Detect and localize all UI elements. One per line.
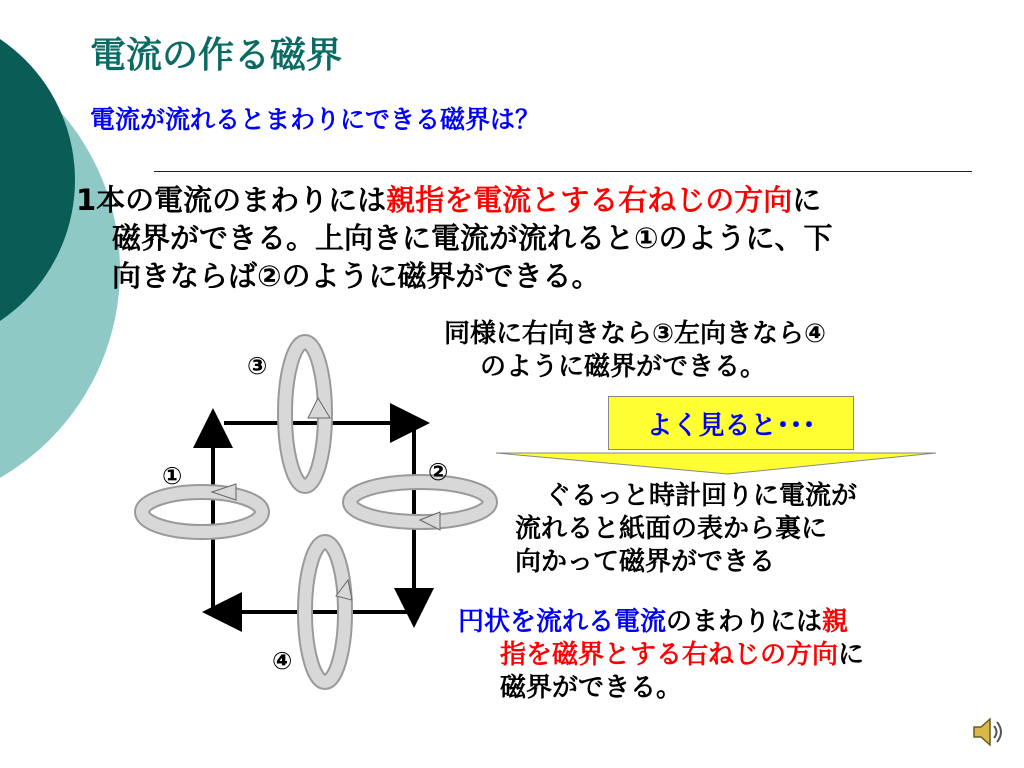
p1-line2: 磁界ができる。上向きに電流が流れると①のように、下	[112, 221, 833, 255]
p1-text-red: 親指を電流とする右ねじの方向	[386, 183, 793, 217]
field-ring-2	[350, 482, 490, 530]
field-ring-3	[285, 342, 330, 486]
p1-line3: 向きならば②のように磁界ができる。	[112, 259, 601, 293]
p2-line2: のように磁界ができる。	[480, 352, 767, 382]
p4-text-b: のまわりには	[666, 607, 823, 637]
slide-subtitle: 電流が流れるとまわりにできる磁界は？	[90, 105, 541, 134]
p3-line2: 流れると紙面の表から裏に	[515, 514, 828, 544]
p2-line1: 同様に右向きなら③左向きなら④	[444, 319, 827, 349]
diagram-label-1: ①	[162, 462, 183, 490]
p1-text-a: 1本の電流のまわりには	[76, 183, 387, 217]
p4-text-red: 親	[822, 607, 849, 637]
speaker-icon[interactable]	[968, 712, 1008, 752]
diagram-label-4: ④	[272, 647, 293, 675]
p4-text-blue: 円状を流れる電流	[458, 607, 667, 637]
callout-box: よく見ると･･･	[608, 396, 854, 450]
p3-line3: 向かって磁界ができる	[515, 547, 776, 577]
p4-line2-black: に	[838, 640, 865, 670]
diagram-label-3: ③	[247, 352, 268, 380]
slide-title: 電流の作る磁界	[90, 35, 343, 76]
p4-line2-red: 指を磁界とする右ねじの方向	[500, 640, 839, 670]
p3-line1: ぐるっと時計回りに電流が	[545, 481, 858, 511]
diagram-label-2: ②	[428, 458, 449, 486]
field-ring-1	[142, 484, 262, 532]
p1-text-c: に	[792, 183, 822, 217]
p4-line3: 磁界ができる。	[500, 673, 683, 703]
